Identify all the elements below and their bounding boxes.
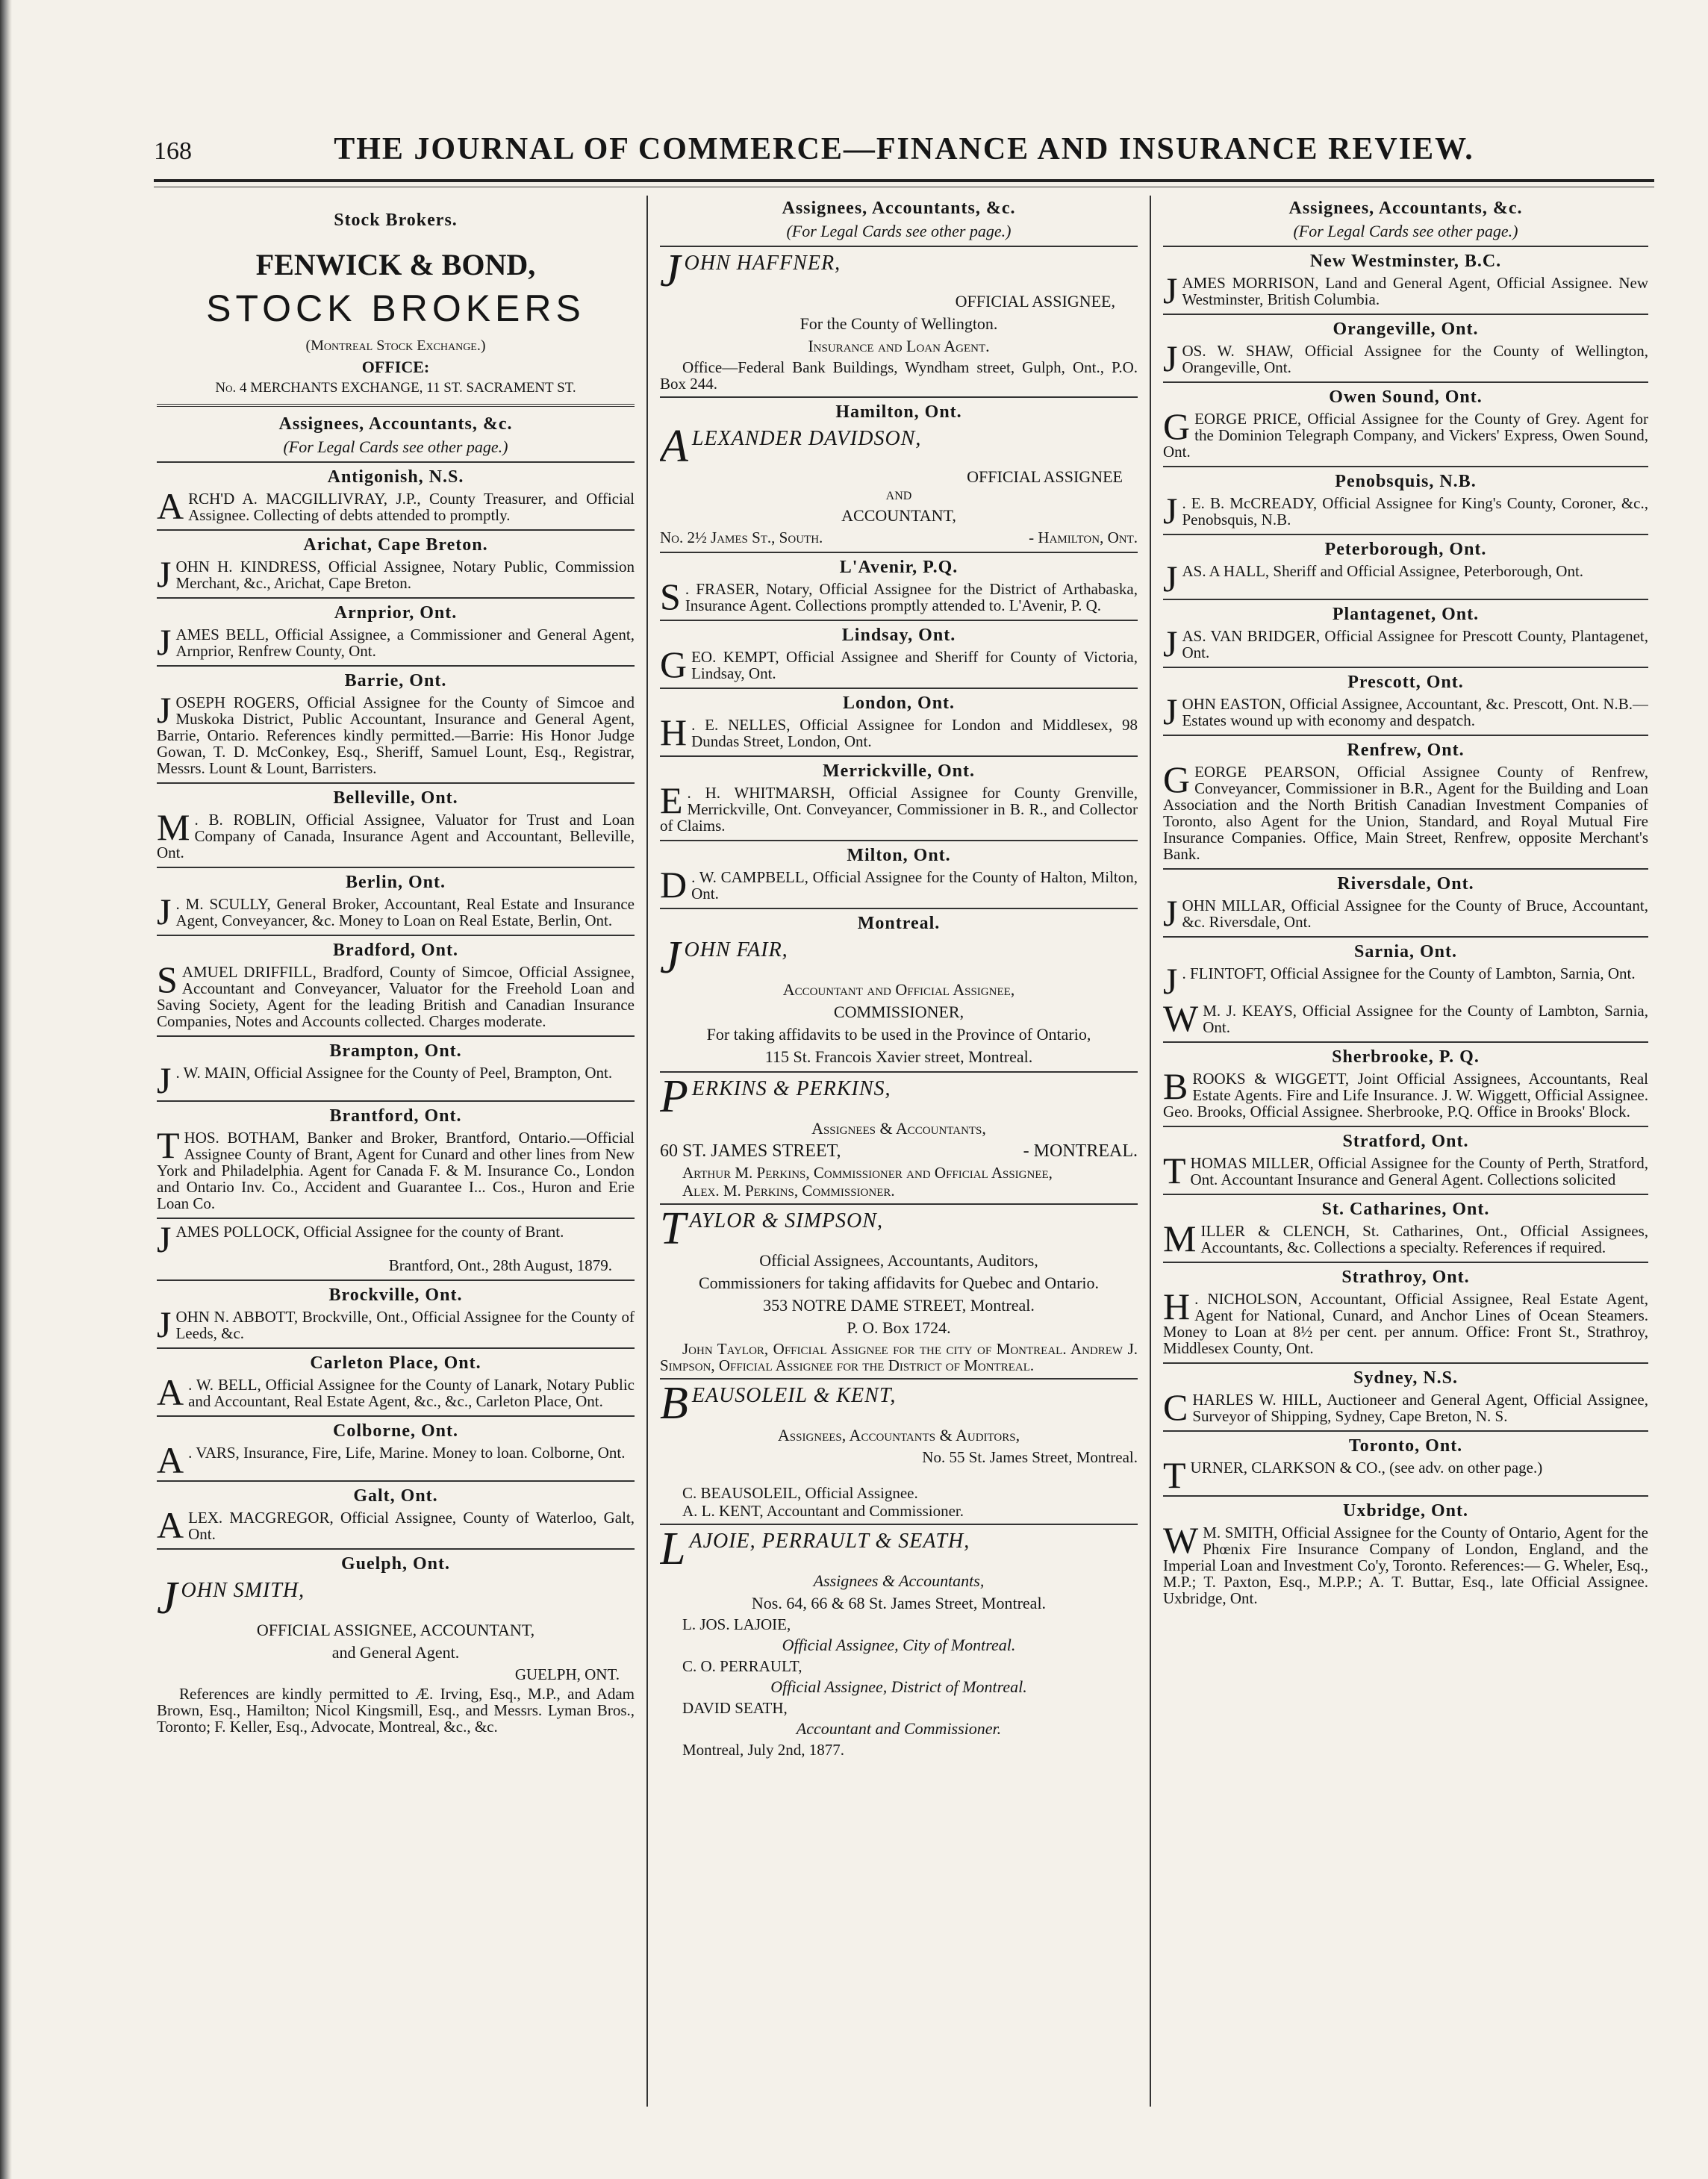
separator: [157, 1035, 635, 1037]
page-edge-shadow: [0, 0, 12, 2179]
listing-text: EORGE PEARSON, Official Assignee County of Renfrew, Conveyancer, Commissioner in B.R., Agent for the Building and Loan Association and the North British Canadian Investment Companies of Toronto, also Agent for the Union, Standard, and Royal Mutual Fire Insurance Companies. Office, Main Street, Renfrew, opposite Merchant's Bank.: [1163, 763, 1648, 863]
drop-cap: J: [157, 1059, 172, 1101]
listing-text: HOMAS MILLER, Official Assignee for the County of Perth, Stratford, Ont. Accountant Insurance and General Agent. Collections solicited: [1190, 1154, 1648, 1188]
location-heading: Sherbrooke, P. Q.: [1332, 1047, 1480, 1067]
drop-cap: B: [1163, 1065, 1188, 1107]
drop-cap: J: [1163, 337, 1178, 379]
location-heading: Stratford, Ont.: [1342, 1132, 1469, 1151]
separator: [157, 597, 635, 599]
firm-name-text: AYLOR & SIMPSON,: [689, 1209, 883, 1232]
separator: [660, 552, 1138, 553]
column-divider: [1150, 196, 1151, 2107]
drop-cap: P: [660, 1071, 689, 1122]
firm-line: COMMISSIONER,: [833, 1003, 964, 1021]
firm-line: Official Assignee, City of Montreal.: [782, 1636, 1016, 1654]
listing-text: . NICHOLSON, Accountant, Official Assignee, Real Estate Agent, Agent for National, Cunard, and Anchor Lines of Ocean Steamers. Money to Loan at 8½ per cent. per annum. Office: Front St., Strathroy, Middlesex County, Ont.: [1163, 1290, 1648, 1357]
location-heading: Uxbridge, Ont.: [1342, 1501, 1468, 1521]
column-3: [1163, 196, 1648, 2107]
firm-line: Montreal, July 2nd, 1877.: [682, 1741, 844, 1759]
separator: [157, 404, 635, 407]
drop-cap: D: [660, 864, 688, 905]
listing-text: EO. KEMPT, Official Assignee and Sheriff for County of Victoria, Lindsay, Ont.: [691, 648, 1138, 682]
listing: [660, 576, 1138, 617]
drop-cap: G: [1163, 405, 1191, 447]
firm-line: Accountant and Commissioner.: [796, 1719, 1002, 1738]
office-address: No. 4 MERCHANTS EXCHANGE, 11 ST. SACRAMENT ST.: [215, 380, 576, 396]
separator: [1163, 534, 1648, 535]
exchange-note: (Montreal Stock Exchange.): [305, 337, 486, 354]
listing-text: OSEPH ROGERS, Official Assignee for the County of Simcoe and Muskoka District, Public Accountant, Insurance and General Agent, Barrie, Ontario. References kindly permitted.—Barrie: His Honor Judge Gowan, T. D. McConkey, Esq., Sheriff, Samuel Lount, Esq., Registrar, Messrs. Lount & Lount, Barristers.: [157, 693, 635, 777]
firm-line: and General Agent.: [331, 1643, 460, 1662]
separator: [1163, 667, 1648, 668]
firm-line: Office—Federal Bank Buildings, Wyndham street, Gulph, Ont., P.O. Box 244.: [660, 358, 1138, 393]
drop-cap: W: [1163, 997, 1199, 1039]
firm-name-text: AJOIE, PERRAULT & SEATH,: [689, 1530, 970, 1553]
drop-cap: M: [157, 806, 190, 848]
listing-text: . VARS, Insurance, Fire, Life, Marine. Money to loan. Colborne, Ont.: [188, 1444, 626, 1462]
location-heading: Orangeville, Ont.: [1333, 319, 1479, 339]
firm-name: [660, 1524, 1138, 1574]
separator: [157, 782, 635, 784]
listing: [157, 485, 635, 527]
listing: [157, 1124, 635, 1212]
listing-text: AS. A HALL, Sheriff and Official Assignee, Peterborough, Ont.: [1182, 562, 1584, 580]
listing: [157, 1439, 635, 1481]
firm-line: OFFICIAL ASSIGNEE,: [955, 292, 1115, 311]
firm-line: Arthur M. Perkins, Commissioner and Official Assignee,: [682, 1164, 1053, 1182]
listing-text: OHN N. ABBOTT, Brockville, Ont., Official Assignee for the County of Leeds, &c.: [175, 1308, 635, 1342]
listing: [157, 891, 635, 932]
listing: [157, 1059, 635, 1101]
listing-text: AMES MORRISON, Land and General Agent, Official Assignee. New Westminster, British Columbia.: [1182, 274, 1648, 308]
drop-cap: J: [157, 553, 172, 595]
listing-text: . W. CAMPBELL, Official Assignee for the County of Halton, Milton, Ont.: [691, 868, 1138, 903]
listing: [1163, 623, 1648, 664]
drop-cap: G: [1163, 758, 1191, 800]
listing: [1163, 1065, 1648, 1120]
drop-cap: G: [660, 643, 688, 685]
firm-line: No. 55 St. James Street, Montreal.: [922, 1448, 1138, 1466]
listing: [1163, 1454, 1648, 1496]
drop-cap: A: [157, 1504, 184, 1546]
drop-cap: B: [660, 1378, 689, 1429]
firm-name-text: OHN FAIR,: [684, 938, 788, 961]
firm-name-text: OHN SMITH,: [181, 1579, 305, 1602]
listing: [157, 553, 635, 595]
drop-cap: H: [1163, 1285, 1191, 1327]
drop-cap: J: [157, 1573, 178, 1624]
listing: [1163, 1386, 1648, 1428]
listing-text: . B. ROBLIN, Official Assignee, Valuator for Trust and Loan Company of Canada, Insurance Agent and Accountant, Belleville, Ont.: [157, 811, 635, 861]
drop-cap: S: [157, 958, 178, 1000]
listing: [660, 779, 1138, 835]
separator: [157, 867, 635, 868]
location-heading: Hamilton, Ont.: [835, 402, 962, 422]
section-heading: Stock Brokers.: [334, 211, 458, 230]
firm-line: Nos. 64, 66 & 68 St. James Street, Montreal.: [751, 1594, 1047, 1612]
firm-line: For taking affidavits to be used in the Province of Ontario,: [706, 1025, 1091, 1044]
location-heading: Bradford, Ont.: [332, 941, 458, 960]
firm-name: [660, 246, 1138, 296]
location-heading: Belleville, Ont.: [333, 788, 458, 808]
drop-cap: J: [1163, 490, 1178, 531]
listing: [1163, 892, 1648, 934]
drop-cap: J: [157, 689, 172, 731]
listing: [157, 958, 635, 1030]
drop-cap: A: [157, 485, 184, 527]
listing-text: OHN MILLAR, Official Assignee for the County of Bruce, Accountant, &c. Riversdale, Ont.: [1182, 897, 1648, 931]
drop-cap: J: [1163, 623, 1178, 664]
separator: [660, 1071, 1138, 1073]
firm-line: P. O. Box 1724.: [847, 1318, 951, 1337]
firm-name: [660, 932, 1138, 983]
firm-line: AND: [885, 490, 912, 502]
listing-text: URNER, CLARKSON & CO., (see adv. on other page.): [1190, 1459, 1543, 1477]
listing: [1163, 269, 1648, 311]
drop-cap: T: [660, 1203, 687, 1254]
separator: [1163, 1262, 1648, 1263]
listing: [1163, 1218, 1648, 1259]
address-right: - Hamilton, Ont.: [1029, 529, 1138, 546]
drop-cap: T: [1163, 1454, 1186, 1496]
listing-text: . W. BELL, Official Assignee for the County of Lanark, Notary Public and Accountant, Real Estate Agent, &c., &c., Carleton Place, Ont.: [188, 1376, 635, 1410]
location-heading: Arichat, Cape Breton.: [303, 535, 488, 555]
masthead-rule: [154, 179, 1654, 182]
listing-text: HOS. BOTHAM, Banker and Broker, Brantford, Ontario.—Official Assignee County of Brant, Agent for Cunard and other lines from New York and Philadelphia. Agent for Canada F. & M. Insurance Co., London and Ontario Inv. Co., Accident and Guarantee I... Cos., Huron and Erie Loan Co.: [157, 1129, 635, 1212]
firm-name-text: EAUSOLEIL & KENT,: [691, 1384, 897, 1407]
location-heading: Guelph, Ont.: [340, 1554, 451, 1574]
location-heading: Lindsay, Ont.: [841, 626, 956, 645]
location-heading: Penobsquis, N.B.: [1335, 472, 1477, 491]
drop-cap: J: [1163, 691, 1178, 732]
separator: [1163, 1041, 1648, 1043]
legal-note: (For Legal Cards see other page.): [283, 437, 508, 456]
separator: [157, 1347, 635, 1349]
drop-cap: J: [157, 1303, 172, 1345]
separator: [1163, 599, 1648, 600]
location-heading: Antigonish, N.S.: [327, 467, 464, 487]
listing-text: AMES BELL, Official Assignee, a Commissioner and General Agent, Arnprior, Renfrew County, Ont.: [175, 626, 635, 660]
listing-text: HARLES W. HILL, Auctioneer and General Agent, Official Assignee, Surveyor of Shipping, Sydney, Cape Breton, N. S.: [1192, 1391, 1648, 1425]
listing-text: . E. NELLES, Official Assignee for London and Middlesex, 98 Dundas Street, London, Ont.: [691, 716, 1138, 750]
separator: [660, 908, 1138, 909]
location-heading: Montreal.: [857, 914, 941, 933]
listing-text: M. SMITH, Official Assignee for the County of Ontario, Agent for the Phœnix Fire Insurance Company of London, England, and the Imperial Loan and Investment Co'y, Toronto. References:— G. Wheler, Esq., M.P.; T. Paxton, Esq., M.P.P.; A. T. Buttar, Esq., late Official Assignee. Uxbridge, Ont.: [1163, 1524, 1648, 1607]
listing-text: AMUEL DRIFFILL, Bradford, County of Simcoe, Official Assignee, Accountant and Conveyancer, Valuator for the Freehold Loan and Saving Society, Agent for the leading British and Canadian Insurance Companies, Notes and Accounts collected. Charges moderate.: [157, 963, 635, 1030]
listing: [1163, 1285, 1648, 1357]
separator: [157, 1100, 635, 1102]
firm-line: Commissioners for taking affidavits for Quebec and Ontario.: [698, 1274, 1100, 1292]
separator: [660, 1203, 1138, 1205]
listing: [157, 1504, 635, 1546]
listing: [157, 1218, 635, 1260]
firm-name: [157, 1573, 635, 1624]
location-heading: Brantford, Ont.: [329, 1106, 462, 1126]
listing-text: AS. VAN BRIDGER, Official Assignee for Prescott County, Plantagenet, Ont.: [1182, 627, 1648, 661]
location-heading: Brockville, Ont.: [328, 1285, 463, 1305]
listing-text: M. J. KEAYS, Official Assignee for the County of Lambton, Sarnia, Ont.: [1203, 1002, 1648, 1036]
firm-name-text: ERKINS & PERKINS,: [691, 1077, 891, 1100]
firm-name-text: LEXANDER DAVIDSON,: [691, 427, 922, 450]
drop-cap: J: [1163, 960, 1178, 1002]
firm-line: C. BEAUSOLEIL, Official Assignee.: [682, 1484, 918, 1502]
separator: [1163, 1495, 1648, 1497]
listing: [660, 864, 1138, 905]
journal-title: THE JOURNAL OF COMMERCE—FINANCE AND INSURANCE REVIEW.: [334, 132, 1474, 166]
separator: [157, 1218, 635, 1219]
firm-name: FENWICK & BOND,: [255, 248, 536, 281]
firm-line: OFFICIAL ASSIGNEE: [967, 467, 1123, 486]
listing-text: . FLINTOFT, Official Assignee for the County of Lambton, Sarnia, Ont.: [1182, 964, 1636, 982]
location-heading: Barrie, Ont.: [344, 671, 447, 691]
listing-text: AMES POLLOCK, Official Assignee for the county of Brant.: [175, 1223, 564, 1241]
firm-address: [660, 529, 1138, 547]
separator: [660, 396, 1138, 398]
location-heading: Colborne, Ont.: [332, 1421, 458, 1441]
listing: [1163, 337, 1648, 379]
separator: [660, 755, 1138, 757]
firm-line: Assignees & Accountants,: [811, 1119, 986, 1138]
separator: [1163, 246, 1648, 247]
section-heading: Assignees, Accountants, &c.: [1288, 199, 1523, 218]
location-heading: Strathroy, Ont.: [1341, 1268, 1470, 1287]
firm-line: Official Assignee, District of Montreal.: [770, 1677, 1027, 1696]
column-2: [660, 196, 1138, 2107]
firm-line: Accountant and Official Assignee,: [782, 980, 1015, 999]
listing-text: . FRASER, Notary, Official Assignee for the District of Arthabaska, Insurance Agent. Collections promptly attended to. L'Avenir, P. Q.: [685, 580, 1138, 614]
drop-cap: A: [660, 421, 689, 472]
location-heading: Renfrew, Ont.: [1347, 741, 1465, 760]
listing: [1163, 960, 1648, 1002]
firm-name: [660, 1071, 1138, 1122]
location-heading: Prescott, Ont.: [1347, 673, 1464, 692]
firm-line: A. L. KENT, Accountant and Commissioner.: [682, 1502, 964, 1520]
listing: [157, 1371, 635, 1413]
legal-note: (For Legal Cards see other page.): [786, 222, 1012, 240]
separator: [157, 1415, 635, 1417]
separator: [1163, 1362, 1648, 1364]
location-heading: New Westminster, B.C.: [1309, 252, 1502, 271]
separator: [660, 246, 1138, 247]
firm-line: OFFICIAL ASSIGNEE, ACCOUNTANT,: [256, 1621, 535, 1639]
separator: [1163, 1194, 1648, 1195]
separator: [1163, 314, 1648, 315]
drop-cap: J: [1163, 892, 1178, 934]
listing: [1163, 691, 1648, 732]
listing-date: Brantford, Ont., 28th August, 1879.: [388, 1256, 612, 1274]
location-heading: L'Avenir, P.Q.: [839, 558, 959, 577]
listing-text: . H. WHITMARSH, Official Assignee for County Grenville, Merrickville, Ont. Conveyancer, Commissioner in B. R., and Collector of Claims.: [660, 784, 1138, 835]
listing-text: EORGE PRICE, Official Assignee for the County of Grey. Agent for the Dominion Telegraph Company, and Vickers' Express, Owen Sound, Ont.: [1163, 410, 1648, 461]
location-heading: Owen Sound, Ont.: [1329, 387, 1483, 407]
firm-line: Insurance and Loan Agent.: [808, 337, 990, 355]
drop-cap: J: [660, 932, 682, 983]
firm-line: 115 St. Francois Xavier street, Montreal.: [764, 1047, 1033, 1066]
listing: [1163, 490, 1648, 531]
drop-cap: S: [660, 576, 681, 617]
listing: [1163, 1150, 1648, 1191]
column-divider: [646, 196, 648, 2107]
location-heading: Toronto, Ont.: [1348, 1436, 1463, 1456]
separator: [157, 935, 635, 936]
location-heading: Merrickville, Ont.: [823, 761, 975, 781]
separator: [1163, 381, 1648, 383]
location-heading: Carleton Place, Ont.: [310, 1353, 481, 1373]
location-heading: Galt, Ont.: [353, 1486, 438, 1506]
listing: [1163, 758, 1648, 863]
drop-cap: W: [1163, 1519, 1199, 1561]
drop-cap: J: [1163, 269, 1178, 311]
listing-text: OS. W. SHAW, Official Assignee for the County of Wellington, Orangeville, Ont.: [1182, 342, 1648, 376]
drop-cap: J: [1163, 558, 1178, 599]
separator: [660, 1524, 1138, 1525]
masthead: [154, 131, 1654, 176]
location-heading: Arnprior, Ont.: [334, 603, 458, 623]
firm-line: GUELPH, ONT.: [514, 1665, 620, 1683]
firm-name: [660, 1203, 1138, 1254]
location-heading: London, Ont.: [842, 693, 956, 713]
listing-text: . E. B. McCREADY, Official Assignee for King's County, Coroner, &c., Penobsquis, N.B.: [1182, 494, 1648, 529]
listing-text: RCH'D A. MACGILLIVRAY, J.P., County Treasurer, and Official Assignee. Collecting of debts attended to promptly.: [188, 490, 635, 524]
listing: [660, 643, 1138, 685]
separator: [157, 1480, 635, 1482]
drop-cap: C: [1163, 1386, 1188, 1428]
drop-cap: J: [157, 1218, 172, 1260]
legal-note: (For Legal Cards see other page.): [1293, 222, 1518, 240]
address-left: No. 2½ James St., South.: [660, 529, 823, 546]
firm-line: Assignees & Accountants,: [813, 1571, 985, 1590]
page-number: 168: [154, 137, 192, 165]
listing-text: OHN EASTON, Official Assignee, Accountant, &c. Prescott, Ont. N.B.—Estates wound up with economy and despatch.: [1182, 695, 1648, 729]
listing-text: . W. MAIN, Official Assignee for the County of Peel, Brampton, Ont.: [175, 1064, 613, 1082]
separator: [157, 665, 635, 667]
firm-name: [660, 421, 1138, 472]
listing-text: . M. SCULLY, General Broker, Accountant, Real Estate and Insurance Agent, Conveyancer, &c. Money to Loan on Real Estate, Berlin, Ont.: [175, 895, 635, 929]
listing: [1163, 997, 1648, 1039]
location-heading: Riversdale, Ont.: [1337, 874, 1474, 894]
firm-line: C. O. PERRAULT,: [682, 1657, 802, 1675]
separator: [157, 529, 635, 531]
firm-line: John Taylor, Official Assignee for the city of Montreal. Andrew J. Simpson, Official Assignee for the District of Montreal.: [660, 1340, 1138, 1374]
section-heading: Assignees, Accountants, &c.: [782, 199, 1016, 218]
listing: [1163, 1519, 1648, 1607]
drop-cap: M: [1163, 1218, 1197, 1259]
location-heading: Berlin, Ont.: [345, 873, 446, 892]
drop-cap: L: [660, 1524, 687, 1574]
listing: [157, 806, 635, 861]
separator: [157, 1279, 635, 1281]
location-heading: Milton, Ont.: [847, 846, 951, 865]
separator: [1163, 868, 1648, 870]
drop-cap: J: [157, 891, 172, 932]
drop-cap: J: [660, 246, 682, 296]
listing: [157, 621, 635, 663]
firm-line: ACCOUNTANT,: [841, 506, 956, 525]
firm-line: 353 NOTRE DAME STREET, Montreal.: [763, 1296, 1035, 1315]
listing-text: LEX. MACGREGOR, Official Assignee, County of Waterloo, Galt, Ont.: [188, 1509, 635, 1543]
firm-line: Assignees, Accountants & Auditors,: [777, 1426, 1020, 1444]
location-heading: Sydney, N.S.: [1353, 1368, 1459, 1388]
firm-name-text: OHN HAFFNER,: [684, 252, 841, 275]
listing-text: OHN H. KINDRESS, Official Assignee, Notary Public, Commission Merchant, &c., Arichat, Cape Breton.: [175, 558, 635, 592]
drop-cap: A: [157, 1371, 184, 1413]
drop-cap: T: [157, 1124, 180, 1166]
listing: [1163, 558, 1648, 599]
firm-name: [660, 1378, 1138, 1429]
drop-cap: T: [1163, 1150, 1186, 1191]
separator: [1163, 466, 1648, 467]
separator: [157, 1548, 635, 1550]
separator: [1163, 1126, 1648, 1127]
drop-cap: J: [157, 621, 172, 663]
drop-cap: A: [157, 1439, 184, 1481]
drop-cap: H: [660, 711, 688, 753]
separator: [660, 688, 1138, 689]
location-heading: St. Catharines, Ont.: [1321, 1200, 1490, 1219]
drop-cap: E: [660, 779, 683, 821]
firm-line: Alex. M. Perkins, Commissioner.: [682, 1182, 895, 1200]
address-right: - MONTREAL.: [1023, 1141, 1138, 1161]
listing-text: ROOKS & WIGGETT, Joint Official Assignees, Accountants, Real Estate Agents. Fire and Life Insurance. J. W. Wiggett, Official Assignee. Geo. Brooks, Official Assignee. Sherbrooke, P.Q. Office in Brooks' Block.: [1163, 1070, 1648, 1120]
location-heading: Plantagenet, Ont.: [1332, 605, 1480, 624]
separator: [660, 1378, 1138, 1380]
location-heading: Peterborough, Ont.: [1324, 540, 1487, 559]
separator: [660, 620, 1138, 621]
separator: [1163, 1430, 1648, 1432]
firm-address: [660, 1141, 1138, 1162]
separator: [157, 461, 635, 463]
firm-title: STOCK BROKERS: [206, 287, 585, 329]
office-label: OFFICE:: [361, 358, 430, 376]
firm-line: L. JOS. LAJOIE,: [682, 1615, 791, 1633]
separator: [1163, 735, 1648, 736]
separator: [1163, 936, 1648, 938]
address-left: 60 ST. JAMES STREET,: [660, 1141, 841, 1161]
firm-line: For the County of Wellington.: [800, 314, 998, 333]
firm-line: DAVID SEATH,: [682, 1699, 788, 1717]
location-heading: Sarnia, Ont.: [1353, 942, 1458, 961]
section-heading: Assignees, Accountants, &c.: [278, 414, 513, 434]
column-1: [157, 196, 635, 2107]
listing: [157, 1303, 635, 1345]
listing: [1163, 405, 1648, 461]
references: References are kindly permitted to Æ. Irving, Esq., M.P., and Adam Brown, Esq., Hamilton; Nicol Kingsmill, Esq., and Messrs. Lyman Bros., Toronto; F. Keller, Esq., Advocate, Montreal, &c., &c.: [157, 1685, 635, 1736]
listing: [157, 689, 635, 777]
listing-text: ILLER & CLENCH, St. Catharines, Ont., Official Assignees, Accountants, &c. Collections a specialty. References if required.: [1200, 1222, 1648, 1256]
location-heading: Brampton, Ont.: [329, 1041, 462, 1061]
listing: [660, 711, 1138, 753]
separator: [660, 840, 1138, 841]
firm-line: Official Assignees, Accountants, Auditors,: [759, 1251, 1038, 1270]
